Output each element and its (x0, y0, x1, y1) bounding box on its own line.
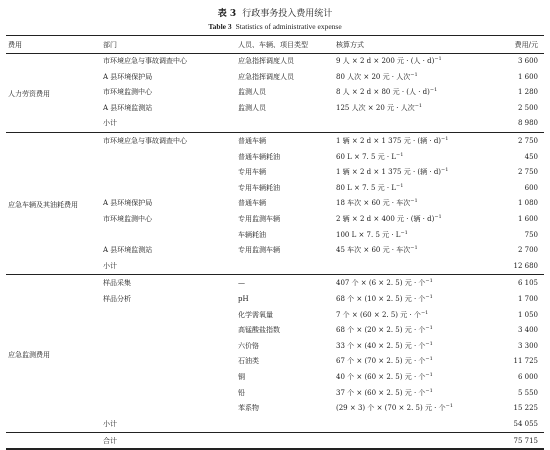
amount-cell: 3 400 (517, 326, 538, 335)
group-rule (6, 274, 544, 275)
header-fee: 费用 (8, 41, 22, 49)
group-rule (6, 132, 544, 133)
table-number-en: Table 3 (208, 22, 232, 31)
table-number-cn: 表 3 (217, 9, 237, 19)
dept-cell: 样品分析 (103, 295, 131, 303)
method-exponent: −1 (400, 229, 408, 236)
subtotal-label: 小计 (103, 119, 117, 128)
header-dept: 部门 (103, 41, 117, 49)
method-exponent: −1 (429, 87, 438, 94)
method-cell (336, 341, 433, 351)
method-formula: 8 人 × 2 d × 80 元 · (人 · d) (336, 88, 430, 97)
item-cell: 专用监测车辆 (238, 215, 280, 223)
method-cell (336, 136, 448, 146)
item-cell: 高锰酸盐指数 (238, 326, 280, 335)
method-cell (336, 152, 403, 162)
amount-cell: 2 700 (517, 246, 538, 255)
method-exponent: −1 (445, 403, 453, 410)
amount-cell: 2 500 (517, 103, 538, 112)
method-cell (336, 325, 433, 335)
method-formula: 60 L × 7. 5 元 · L (336, 152, 397, 161)
method-cell (336, 294, 433, 304)
method-exponent: −1 (425, 278, 433, 285)
item-cell: 专用监测车辆 (238, 246, 280, 255)
item-cell: 普通车辆 (238, 137, 266, 145)
amount-cell: 1 280 (517, 88, 538, 97)
method-exponent: −1 (425, 372, 433, 378)
fee-category: 应急车辆及其油耗费用 (8, 201, 78, 210)
item-cell: 化学需氧量 (238, 310, 273, 319)
header-method: 核算方式 (336, 41, 364, 49)
method-formula: 7 个 × (60 × 2. 5) 元 · 个 (336, 310, 421, 319)
method-cell (336, 230, 408, 240)
subtotal-label: 小计 (103, 419, 117, 428)
item-cell: 铜 (238, 373, 245, 381)
amount-cell: 6 105 (517, 279, 538, 288)
dept-cell: 市环境监测中心 (103, 88, 152, 97)
table-bottom-rule (6, 448, 544, 449)
amount-cell: 1 050 (517, 310, 538, 319)
method-exponent: −1 (410, 71, 418, 78)
method-cell (336, 388, 433, 398)
amount-cell: 3 600 (517, 57, 538, 65)
method-cell (336, 245, 418, 255)
item-cell: 监测人员 (238, 103, 266, 112)
method-formula: 1 辆 × 2 d × 1 375 元 · (辆 · d) (336, 168, 442, 177)
method-cell (336, 198, 418, 208)
method-cell (336, 103, 422, 113)
amount-cell: 3 300 (517, 341, 538, 350)
method-exponent: −1 (434, 214, 442, 220)
method-exponent: −1 (425, 340, 433, 347)
method-cell (336, 310, 428, 320)
dept-cell: A 县环境保护局 (103, 199, 153, 208)
method-formula: 68 个 × (10 × 2. 5) 元 · 个 (336, 295, 426, 303)
amount-cell: 1 700 (517, 295, 538, 303)
item-cell: 应急指挥调度人员 (238, 72, 294, 81)
dept-cell: A 县环境监测站 (103, 103, 153, 112)
method-cell (336, 56, 442, 66)
method-exponent: −1 (425, 325, 433, 332)
method-cell (336, 356, 433, 366)
method-exponent: −1 (414, 102, 423, 109)
item-cell: pH (238, 295, 249, 303)
item-cell: 监测人员 (238, 88, 266, 97)
method-formula: 9 人 × 2 d × 200 元 · (人 · d) (336, 57, 435, 65)
method-exponent: −1 (434, 56, 442, 62)
method-exponent: −1 (441, 136, 449, 142)
method-cell (336, 372, 433, 382)
method-cell (336, 167, 448, 177)
amount-cell: 2 750 (517, 168, 538, 177)
amount-cell: 6 000 (517, 373, 538, 381)
method-cell (336, 403, 453, 413)
method-exponent: −1 (425, 387, 433, 394)
fee-category: 应急监测费用 (8, 351, 50, 360)
total-label: 合计 (103, 437, 117, 446)
method-formula: 80 人次 × 20 元 · 人次 (336, 72, 411, 81)
item-cell: 专用车辆耗油 (238, 183, 280, 192)
amount-cell: 1 600 (517, 215, 538, 223)
amount-cell: 1 600 (517, 72, 538, 81)
header-amount: 费用/元 (514, 41, 538, 49)
group-rule (6, 432, 544, 433)
method-exponent: −1 (420, 309, 429, 316)
item-cell: 铅 (238, 388, 245, 397)
dept-cell: 市环境应急与事故调查中心 (103, 57, 187, 65)
method-formula: 40 个 × (60 × 2. 5) 元 · 个 (336, 373, 426, 381)
method-cell (336, 87, 437, 97)
amount-cell: 1 080 (517, 199, 538, 208)
method-cell (336, 214, 442, 224)
header-rule (6, 53, 544, 54)
subtotal-amount: 12 680 (513, 261, 538, 270)
header-item: 人员、车辆、项目类型 (238, 41, 308, 49)
method-formula: 80 L × 7. 5 元 · L (336, 183, 397, 192)
amount-cell: 450 (524, 152, 538, 161)
method-exponent: −1 (441, 167, 449, 174)
table-title-en: Statistics of administrative expense (235, 22, 342, 31)
item-cell: 应急指挥调度人员 (238, 57, 294, 65)
method-formula: 100 L × 7. 5 元 · L (336, 230, 401, 239)
method-formula: 1 辆 × 2 d × 1 375 元 · (辆 · d) (336, 137, 442, 145)
method-exponent: −1 (425, 294, 433, 300)
table-caption-en (0, 22, 550, 31)
dept-cell: 样品采集 (103, 279, 131, 288)
amount-cell: 15 225 (513, 404, 538, 413)
method-formula: 2 辆 × 2 d × 400 元 · (辆 · d) (336, 215, 435, 223)
method-formula: 407 个 × (6 × 2. 5) 元 · 个 (336, 279, 426, 288)
method-formula: 68 个 × (20 × 2. 5) 元 · 个 (336, 326, 426, 335)
method-cell (336, 278, 433, 288)
item-cell: 车辆耗油 (238, 230, 266, 239)
amount-cell: 600 (524, 183, 538, 192)
item-cell: 专用车辆 (238, 168, 266, 177)
amount-cell: 2 750 (517, 137, 538, 145)
amount-cell: 750 (524, 230, 538, 239)
method-cell (336, 183, 403, 193)
dept-cell: 市环境应急与事故调查中心 (103, 137, 187, 145)
item-cell: — (238, 279, 245, 288)
method-formula: (29 × 3) 个 × (70 × 2. 5) 元 · 个 (336, 404, 446, 413)
total-amount: 75 715 (513, 437, 538, 446)
dept-cell: A 县环境监测站 (103, 246, 153, 255)
method-formula: 125 人次 × 20 元 · 人次 (336, 103, 415, 112)
method-formula: 67 个 × (70 × 2. 5) 元 · 个 (336, 357, 426, 366)
method-exponent: −1 (410, 198, 418, 205)
subtotal-label: 小计 (103, 261, 117, 270)
item-cell: 普通车辆耗油 (238, 152, 280, 161)
item-cell: 苯系物 (238, 404, 259, 413)
item-cell: 六价铬 (238, 341, 259, 350)
dept-cell: 市环境监测中心 (103, 215, 152, 223)
method-exponent: −1 (425, 356, 433, 363)
table-top-rule (6, 35, 544, 36)
amount-cell: 5 550 (517, 388, 538, 397)
method-formula: 45 车次 × 60 元 · 车次 (336, 246, 411, 255)
table-caption-cn (0, 6, 550, 19)
method-formula: 37 个 × (60 × 2. 5) 元 · 个 (336, 388, 426, 397)
method-formula: 18 车次 × 60 元 · 车次 (336, 199, 411, 208)
item-cell: 石油类 (238, 357, 259, 366)
subtotal-amount: 54 055 (513, 419, 538, 428)
subtotal-amount: 8 980 (517, 119, 538, 128)
method-formula: 33 个 × (40 × 2. 5) 元 · 个 (336, 341, 426, 350)
method-exponent: −1 (396, 151, 404, 158)
dept-cell: A 县环境保护局 (103, 72, 153, 81)
method-exponent: −1 (396, 182, 404, 189)
table-title-cn: 行政事务投入费用统计 (242, 9, 333, 19)
item-cell: 普通车辆 (238, 199, 266, 208)
fee-category: 人力劳资费用 (8, 90, 50, 98)
method-cell (336, 72, 418, 82)
method-exponent: −1 (410, 245, 418, 252)
amount-cell: 11 725 (513, 357, 538, 366)
